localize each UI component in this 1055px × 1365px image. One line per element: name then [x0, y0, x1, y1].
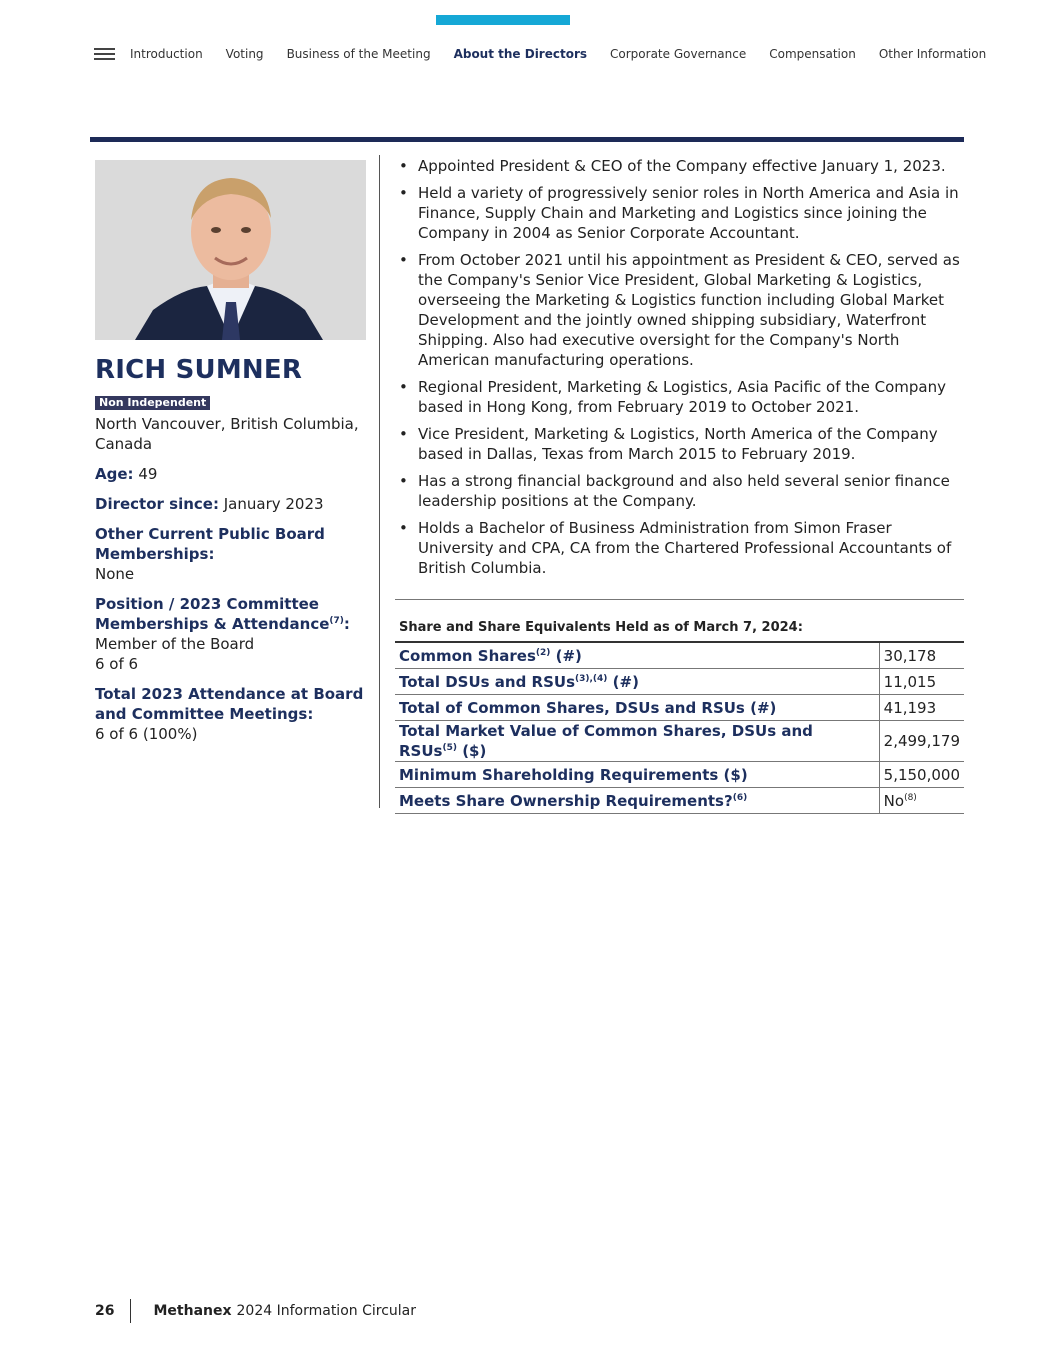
director-photo: [95, 160, 366, 340]
director-age: [95, 464, 365, 484]
biography-list: [399, 156, 964, 585]
column-divider: [379, 155, 380, 808]
nav-item-corporate-governance[interactable]: Corporate Governance: [610, 47, 747, 61]
bullet-icon: •: [399, 472, 408, 490]
row-label-unit: (#): [607, 672, 639, 691]
director-location: North Vancouver, British Columbia, Canada: [95, 415, 359, 453]
nav-item-voting[interactable]: Voting: [225, 47, 264, 61]
nav-accent-bar: [436, 15, 570, 25]
bio-text: Vice President, Marketing & Logistics, North America of the Company based in Dallas, Texas from March 2015 to February 2019.: [418, 425, 938, 463]
row-value-text: 11,015: [883, 672, 937, 691]
row-label: [395, 642, 879, 669]
row-label: [395, 788, 879, 814]
footer-divider: [130, 1299, 131, 1323]
row-label-text: Minimum Shareholding Requirements ($): [399, 765, 748, 784]
bio-item: [399, 424, 964, 464]
row-label: [395, 695, 879, 721]
committee-label-text: Position / 2023 Committee Memberships & Attendance: [95, 595, 330, 633]
age-label: Age:: [95, 465, 134, 483]
table-row: [395, 669, 964, 695]
row-value: [879, 788, 964, 814]
nav-item-compensation[interactable]: Compensation: [769, 47, 856, 61]
shares-table: [395, 641, 964, 814]
table-top-rule: [395, 599, 964, 600]
bullet-icon: •: [399, 425, 408, 443]
footnote-ref: (6): [732, 792, 748, 803]
bio-item: [399, 250, 964, 370]
row-value: [879, 762, 964, 788]
committee-footnote-ref: (7): [329, 616, 344, 626]
row-label-text: Common Shares: [399, 646, 536, 665]
table-row: [395, 695, 964, 721]
nav-item-introduction[interactable]: Introduction: [130, 47, 203, 61]
row-label-text: Total Market Value of Common Shares, DSUs and RSUs: [399, 722, 813, 760]
bio-item: [399, 377, 964, 417]
footnote-ref: (5): [442, 743, 457, 753]
row-value: [879, 695, 964, 721]
row-label-unit: ($): [456, 742, 487, 760]
row-value-text: 5,150,000: [883, 765, 960, 784]
row-value-text: No: [883, 791, 905, 810]
row-value: [879, 721, 964, 762]
row-value-text: 2,499,179: [883, 732, 960, 750]
director-profile: [95, 353, 365, 754]
total-attendance-value: 6 of 6 (100%): [95, 725, 198, 743]
table-row: [395, 642, 964, 669]
document-title: 2024 Information Circular: [236, 1303, 416, 1319]
bio-item: [399, 183, 964, 243]
footnote-ref: (3),(4): [575, 673, 608, 684]
bio-text: Held a variety of progressively senior roles in North America and Asia in Finance, Supply Chain and Marketing and Logistics since joining the Company in 2004 as Senior Corporate Accountant.: [418, 184, 959, 242]
row-label-text: Total of Common Shares, DSUs and RSUs (#): [399, 698, 777, 717]
row-label-text: Meets Share Ownership Requirements?: [399, 791, 733, 810]
bullet-icon: •: [399, 157, 408, 175]
table-row: [395, 762, 964, 788]
bio-text: Holds a Bachelor of Business Administration from Simon Fraser University and CPA, CA from the Chartered Professional Accountants of British Columbia.: [418, 519, 952, 577]
committee-position: Member of the Board: [95, 635, 255, 653]
other-boards-value: None: [95, 565, 135, 583]
director-name: RICH SUMNER: [95, 355, 303, 385]
bio-item: [399, 156, 964, 176]
committee-label: [95, 594, 365, 634]
row-value: [879, 642, 964, 669]
bullet-icon: •: [399, 184, 408, 202]
row-label: [395, 721, 879, 762]
nav-item-other-information[interactable]: Other Information: [878, 47, 987, 61]
row-value: [879, 669, 964, 695]
row-value-text: 30,178: [883, 646, 937, 665]
section-divider: [90, 137, 964, 142]
bullet-icon: •: [399, 519, 408, 537]
director-since: [95, 494, 365, 514]
bio-item: [399, 471, 964, 511]
total-attendance: [95, 684, 365, 744]
independence-badge: Non Independent: [95, 396, 210, 410]
bio-text: From October 2021 until his appointment as President & CEO, served as the Company's Senior Vice President, Global Marketing & Logistics, overseeing the Marketing & Logistics function including Global Market Development and the jointly owned shipping subsidiary, Waterfront Shipping. Also had executive oversight for the Company's North American manufacturing operations.: [418, 251, 960, 369]
hamburger-menu-icon[interactable]: [94, 48, 115, 60]
total-attendance-label: Total 2023 Attendance at Board and Committee Meetings:: [95, 685, 364, 723]
nav-item-about-the-directors[interactable]: About the Directors: [453, 47, 588, 61]
row-label-unit: (#): [550, 646, 582, 665]
row-label-text: Total DSUs and RSUs: [399, 672, 576, 691]
page-number: 26: [95, 1303, 115, 1319]
nav-item-business-of-the-meeting[interactable]: Business of the Meeting: [286, 47, 431, 61]
director-since-label: Director since:: [95, 495, 219, 513]
bullet-icon: •: [399, 378, 408, 396]
row-label: [395, 669, 879, 695]
footnote-ref: (8): [904, 792, 917, 803]
age-value: 49: [138, 465, 158, 483]
committee-attendance: 6 of 6: [95, 655, 139, 673]
page-footer: [95, 1299, 416, 1323]
other-boards: [95, 524, 365, 584]
footnote-ref: (2): [535, 647, 551, 658]
table-row: [395, 788, 964, 814]
bio-item: [399, 518, 964, 578]
bio-text: Regional President, Marketing & Logistics, Asia Pacific of the Company based in Hong Kong, from February 2019 to October 2021.: [418, 378, 947, 416]
top-navigation: [94, 47, 1009, 61]
director-since-value: January 2023: [223, 495, 324, 513]
other-boards-label: Other Current Public Board Memberships:: [95, 525, 325, 563]
bullet-icon: •: [399, 251, 408, 269]
committee-label-colon: :: [343, 615, 350, 633]
row-label: [395, 762, 879, 788]
shares-table-caption: Share and Share Equivalents Held as of March 7, 2024:: [399, 620, 803, 635]
committee-memberships: [95, 594, 365, 674]
row-value-text: 41,193: [883, 698, 937, 717]
table-row: [395, 721, 964, 762]
company-name: Methanex: [153, 1303, 232, 1319]
bio-text: Has a strong financial background and also held several senior finance leadership positions at the Company.: [418, 472, 950, 510]
bio-text: Appointed President & CEO of the Company effective January 1, 2023.: [418, 157, 946, 175]
